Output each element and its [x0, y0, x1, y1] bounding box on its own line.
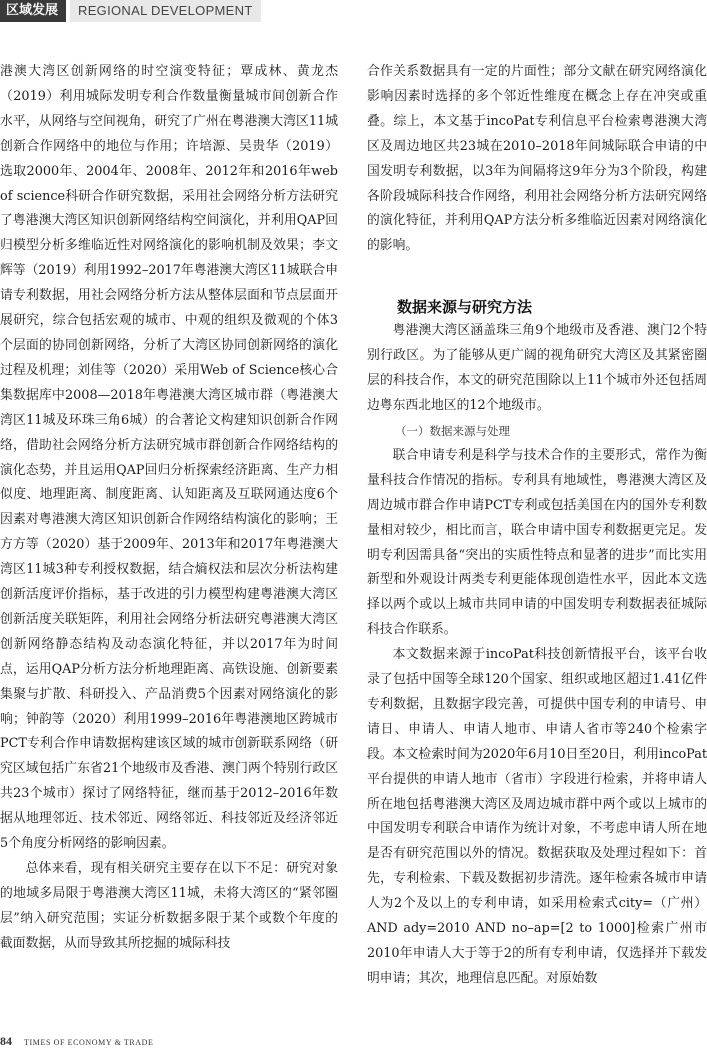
right-paragraph-1: 合作关系数据具有一定的片面性；部分文献在研究网络演化影响因素时选择的多个邻近性维度在概念上存在冲突或重叠。综上，本文基于incoPat专利信息平台检索粤港澳大湾区及周边地区共23城在2010–2018年间城际联合申请的中国发明专利数据，以3年为间隔将这9年分为3个阶段，构建各阶段城际科技合作网络，利用社会网络分析方法研究网络的演化特征，并利用QAP方法分析多维临近因素对网络演化的影响。	[367, 64, 707, 254]
left-paragraph-2: 总体来看，现有相关研究主要存在以下不足：研究对象的地域多局限于粤港澳大湾区11城，未将大湾区的“紧邻圈层”纳入研究范围；实证分析数据多限于某个或数个年度的截面数据，从而导致其所挖掘的城际科技	[0, 861, 338, 951]
running-header	[0, 0, 707, 22]
right-paragraph-2: 粤港澳大湾区涵盖珠三角9个地级市及香港、澳门2个特别行政区。为了能够从更广阔的视角研究大湾区及其紧密圈层的科技合作，本文的研究范围除以上11个城市外还包括周边粤东西北地区的12个地级市。	[367, 323, 707, 413]
section-label-cn: 区域发展	[0, 0, 66, 22]
right-column	[367, 60, 707, 992]
section-heading: 数据来源与研究方法	[397, 298, 533, 317]
section-label-en: REGIONAL DEVELOPMENT	[66, 0, 261, 22]
page-number: 84	[0, 1034, 12, 1048]
journal-name: TIMES OF ECONOMY & TRADE	[24, 1038, 154, 1047]
right-paragraph-3: 联合申请专利是科学与技术合作的主要形式，常作为衡量科技合作情况的指标。专利具有地域性，粤港澳大湾区及周边城市群合作申请PCT专利或包括美国在内的国外专利数量相对较少，相比而言，联合申请中国专利数据更完足。发明专利因需具备“突出的实质性特点和显著的进步”而比实用新型和外观设计两类专利更能体现创造性水平，因此本文选择以两个或以上城市共同申请的中国发明专利数据表征城际科技合作联系。	[367, 447, 707, 638]
right-paragraph-4: 本文数据来源于incoPat科技创新情报平台，该平台收录了包括中国等全球120个国家、组织或地区超过1.41亿件专利数据，且数据字段完善，可提供中国专利的申请号、申请日、申请人、申请人地市、申请人省市等240个检索字段。本文检索时间为2020年6月10日至20日，利用incoPat平台提供的申请人地市（省市）字段进行检索，并将申请人所在地包括粤港澳大湾区及周边城市群中两个或以上城市的中国发明专利联合申请作为统计对象，不考虑申请人所在地是否有研究范围以外的情况。数据获取及处理过程如下：首先，专利检索、下载及数据初步清洗。逐年检索各城市申请人为2个及以上的专利申请，如采用检索式city=（广州） AND ady=2010 AND no–ap=[2 to 1000]检索广州市2010年申请人大于等于2的所有专利申请，仅选择并下载发明申请；其次，地理信息匹配。对原始数	[367, 647, 707, 986]
subsection-heading: （一）数据来源与处理	[395, 423, 510, 438]
left-column	[0, 60, 338, 957]
page-footer	[0, 1032, 707, 1046]
left-paragraph-1: 港澳大湾区创新网络的时空演变特征；覃成林、黄龙杰（2019）利用城际发明专利合作数量衡量城市间创新合作水平，从网络与空间视角，研究了广州在粤港澳大湾区11城创新合作网络中的地位与作用；许培源、吴贵华（2019）选取2000年、2004年、2008年、2012年和2016年web of science科研合作研究数据，采用社会网络分析方法研究了粤港澳大湾区知识创新网络结构空间演化，并利用QAP回归模型分析多维临近性对网络演化的影响机制及效果；李文辉等（2019）利用1992–2017年粤港澳大湾区11城联合申请专利数据，用社会网络分析方法从整体层面和节点层面开展研究，综合包括宏观的城市、中观的组织及微观的个体3个层面的协同创新网络，分析了大湾区协同创新网络的演化过程及机理；刘佳等（2020）采用Web of Science核心合集数据库中2008—2018年粤港澳大湾区城市群（粤港澳大湾区11城及环珠三角6城）的合著论文构建知识创新合作网络，借助社会网络分析方法研究城市群创新合作网络结构的演化态势，并且运用QAP回归分析探索经济距离、生产力相似度、地理距离、制度距离、认知距离及互联网通达度6个因素对粤港澳大湾区知识创新合作网络结构演化的影响；王方方等（2020）基于2009年、2013年和2017年粤港澳大湾区11城3种专利授权数据，结合熵权法和层次分析法构建创新活度评价指标，基于改进的引力模型构建粤港澳大湾区创新活度关联矩阵，利用社会网络分析法研究粤港澳大湾区创新网络静态结构及动态演化特征，并以2017年为时间点，运用QAP分析方法分析地理距离、高铁设施、创新要素集聚与扩散、科研投入、产品消费5个因素对网络演化的影响；钟韵等（2020）利用1999–2016年粤港澳地区跨城市PCT专利合作申请数据构建该区域的城市创新联系网络（研究区域包括广东省21个地级市及香港、澳门两个特别行政区共23个城市）探讨了网络特征，继而基于2012–2016年数据从地理邻近、技术邻近、网络邻近、科技邻近及经济邻近5个角度分析网络的影响因素。	[0, 64, 338, 852]
